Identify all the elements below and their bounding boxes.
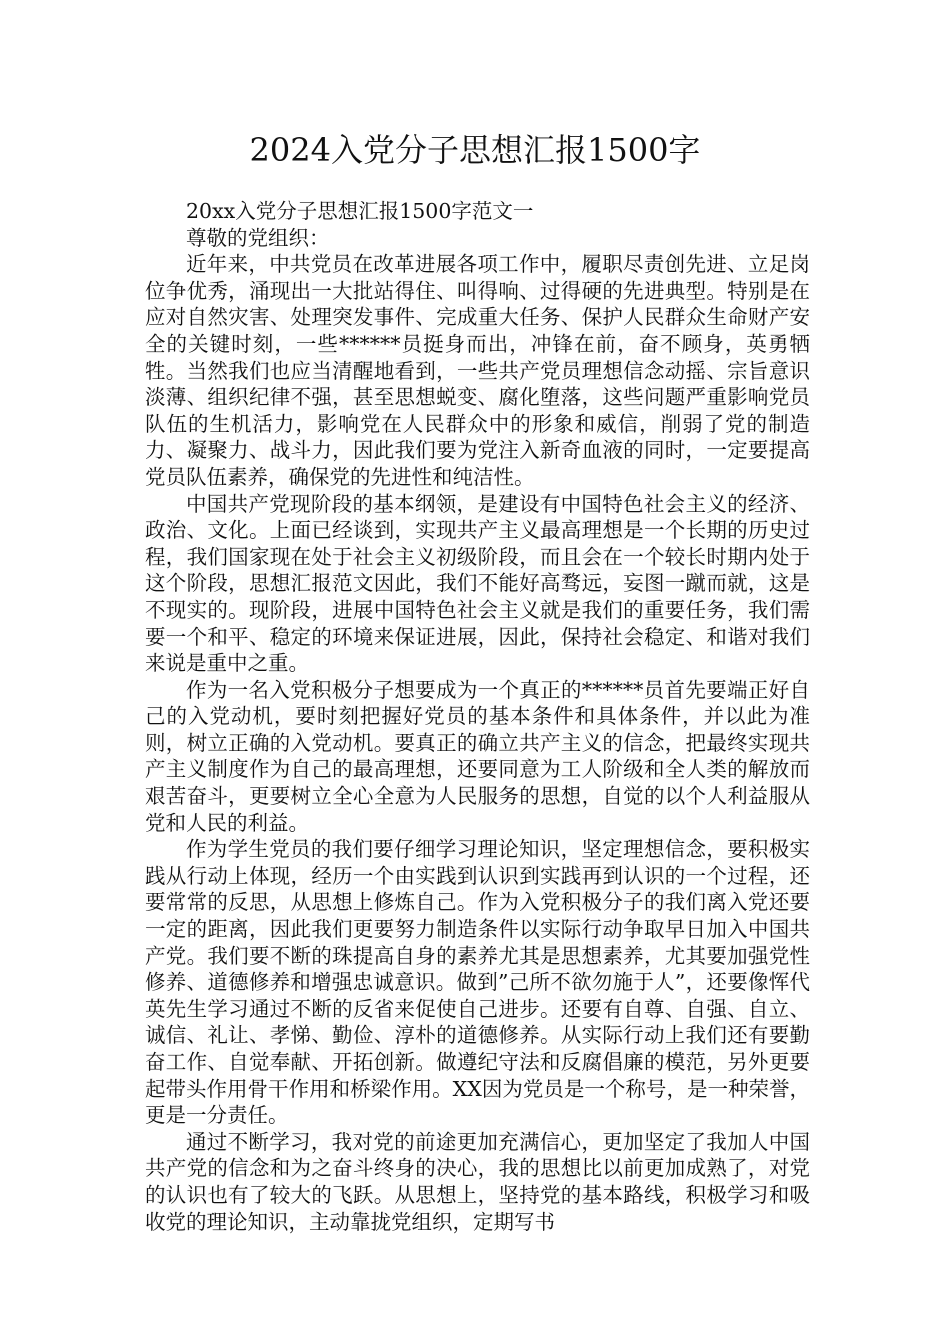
document-title: 2024入党分子思想汇报1500字	[249, 131, 701, 169]
salutation: 尊敬的党组织：	[186, 225, 330, 250]
paragraph-1: 近年来，中共党员在改革进展各项工作中，履职尽责创先进、立足岗位争优秀，涌现出一大批站得住、叫得响、过得硬的先进典型。特别是在应对自然灾害、处理突发事件、完成重大任务、保护人民群众生命财产安全的关键时刻，一些******员挺身而出，冲锋在前，奋不顾身，英勇牺牲。当然我们也应当清醒地看到，一些共产党员理想信念动摇、宗旨意识淡薄、组织纪律不强，甚至思想蜕变、腐化堕落，这些问题严重影响党员队伍的生机活力，影响党在人民群众中的形象和威信，削弱了党的制造力、凝聚力、战斗力，因此我们要为党注入新奇血液的同时，一定要提高党员队伍素养，确保党的先进性和纯洁性。	[145, 252, 810, 489]
paragraph-5: 通过不断学习，我对党的前途更加充满信心，更加坚定了我加人中国共产党的信念和为之奋斗终身的决心，我的思想比以前更加成熟了，对党的认识也有了较大的飞跃。从思想上，坚持党的基本路线，积极学习和吸收党的理论知识，主动靠拢党组织，定期写书	[145, 1129, 810, 1234]
document-subtitle: 20xx入党分子思想汇报1500字范文一	[186, 199, 534, 223]
paragraph-3: 作为一名入党积极分子想要成为一个真正的******员首先要端正好自己的入党动机，要时刻把握好党员的基本条件和具体条件，并以此为准则，树立正确的入党动机。要真正的确立共产主义的信念，把最终实现共产主义制度作为自己的最高理想，还要同意为工人阶级和全人类的解放而艰苦奋斗，更要树立全心全意为人民服务的思想，自觉的以个人利益服从党和人民的利益。	[145, 677, 810, 835]
document-body	[145, 198, 810, 1235]
paragraph-2: 中国共产党现阶段的基本纲领，是建设有中国特色社会主义的经济、政治、文化。上面已经谈到，实现共产主义最高理想是一个长期的历史过程，我们国家现在处于社会主义初级阶段，而且会在一个较长时期内处于这个阶段，思想汇报范文因此，我们不能好高骛远，妄图一蹴而就，这是不现实的。现阶段，进展中国特色社会主义就是我们的重要任务，我们需要一个和平、稳定的环境来保证进展，因此，保持社会稳定、和谐对我们来说是重中之重。	[145, 491, 810, 676]
paragraph-4: 作为学生党员的我们要仔细学习理论知识，坚定理想信念，要积极实践从行动上体现，经历一个由实践到认识到实践再到认识的一个过程，还要常常的反思，从思想上修炼自己。作为入党积极分子的我们离入党还要一定的距离，因此我们更要努力制造条件以实际行动争取早日加入中国共产党。我们要不断的珠提高自身的素养尤其是思想素养，尤其要加强党性修养、道德修养和增强忠诚意识。做到”己所不欲勿施于人”，还要像恽代英先生学习通过不断的反省来促使自己进步。还要有自尊、自强、自立、诚信、礼让、孝悌、勤俭、淳朴的道德修养。从实际行动上我们还有要勤奋工作、自觉奉献、开拓创新。做遵纪守法和反腐倡廉的模范，另外更要起带头作用骨干作用和桥梁作用。XX因为党员是一个称号，是一种荣誉，更是一分责任。	[145, 837, 810, 1128]
